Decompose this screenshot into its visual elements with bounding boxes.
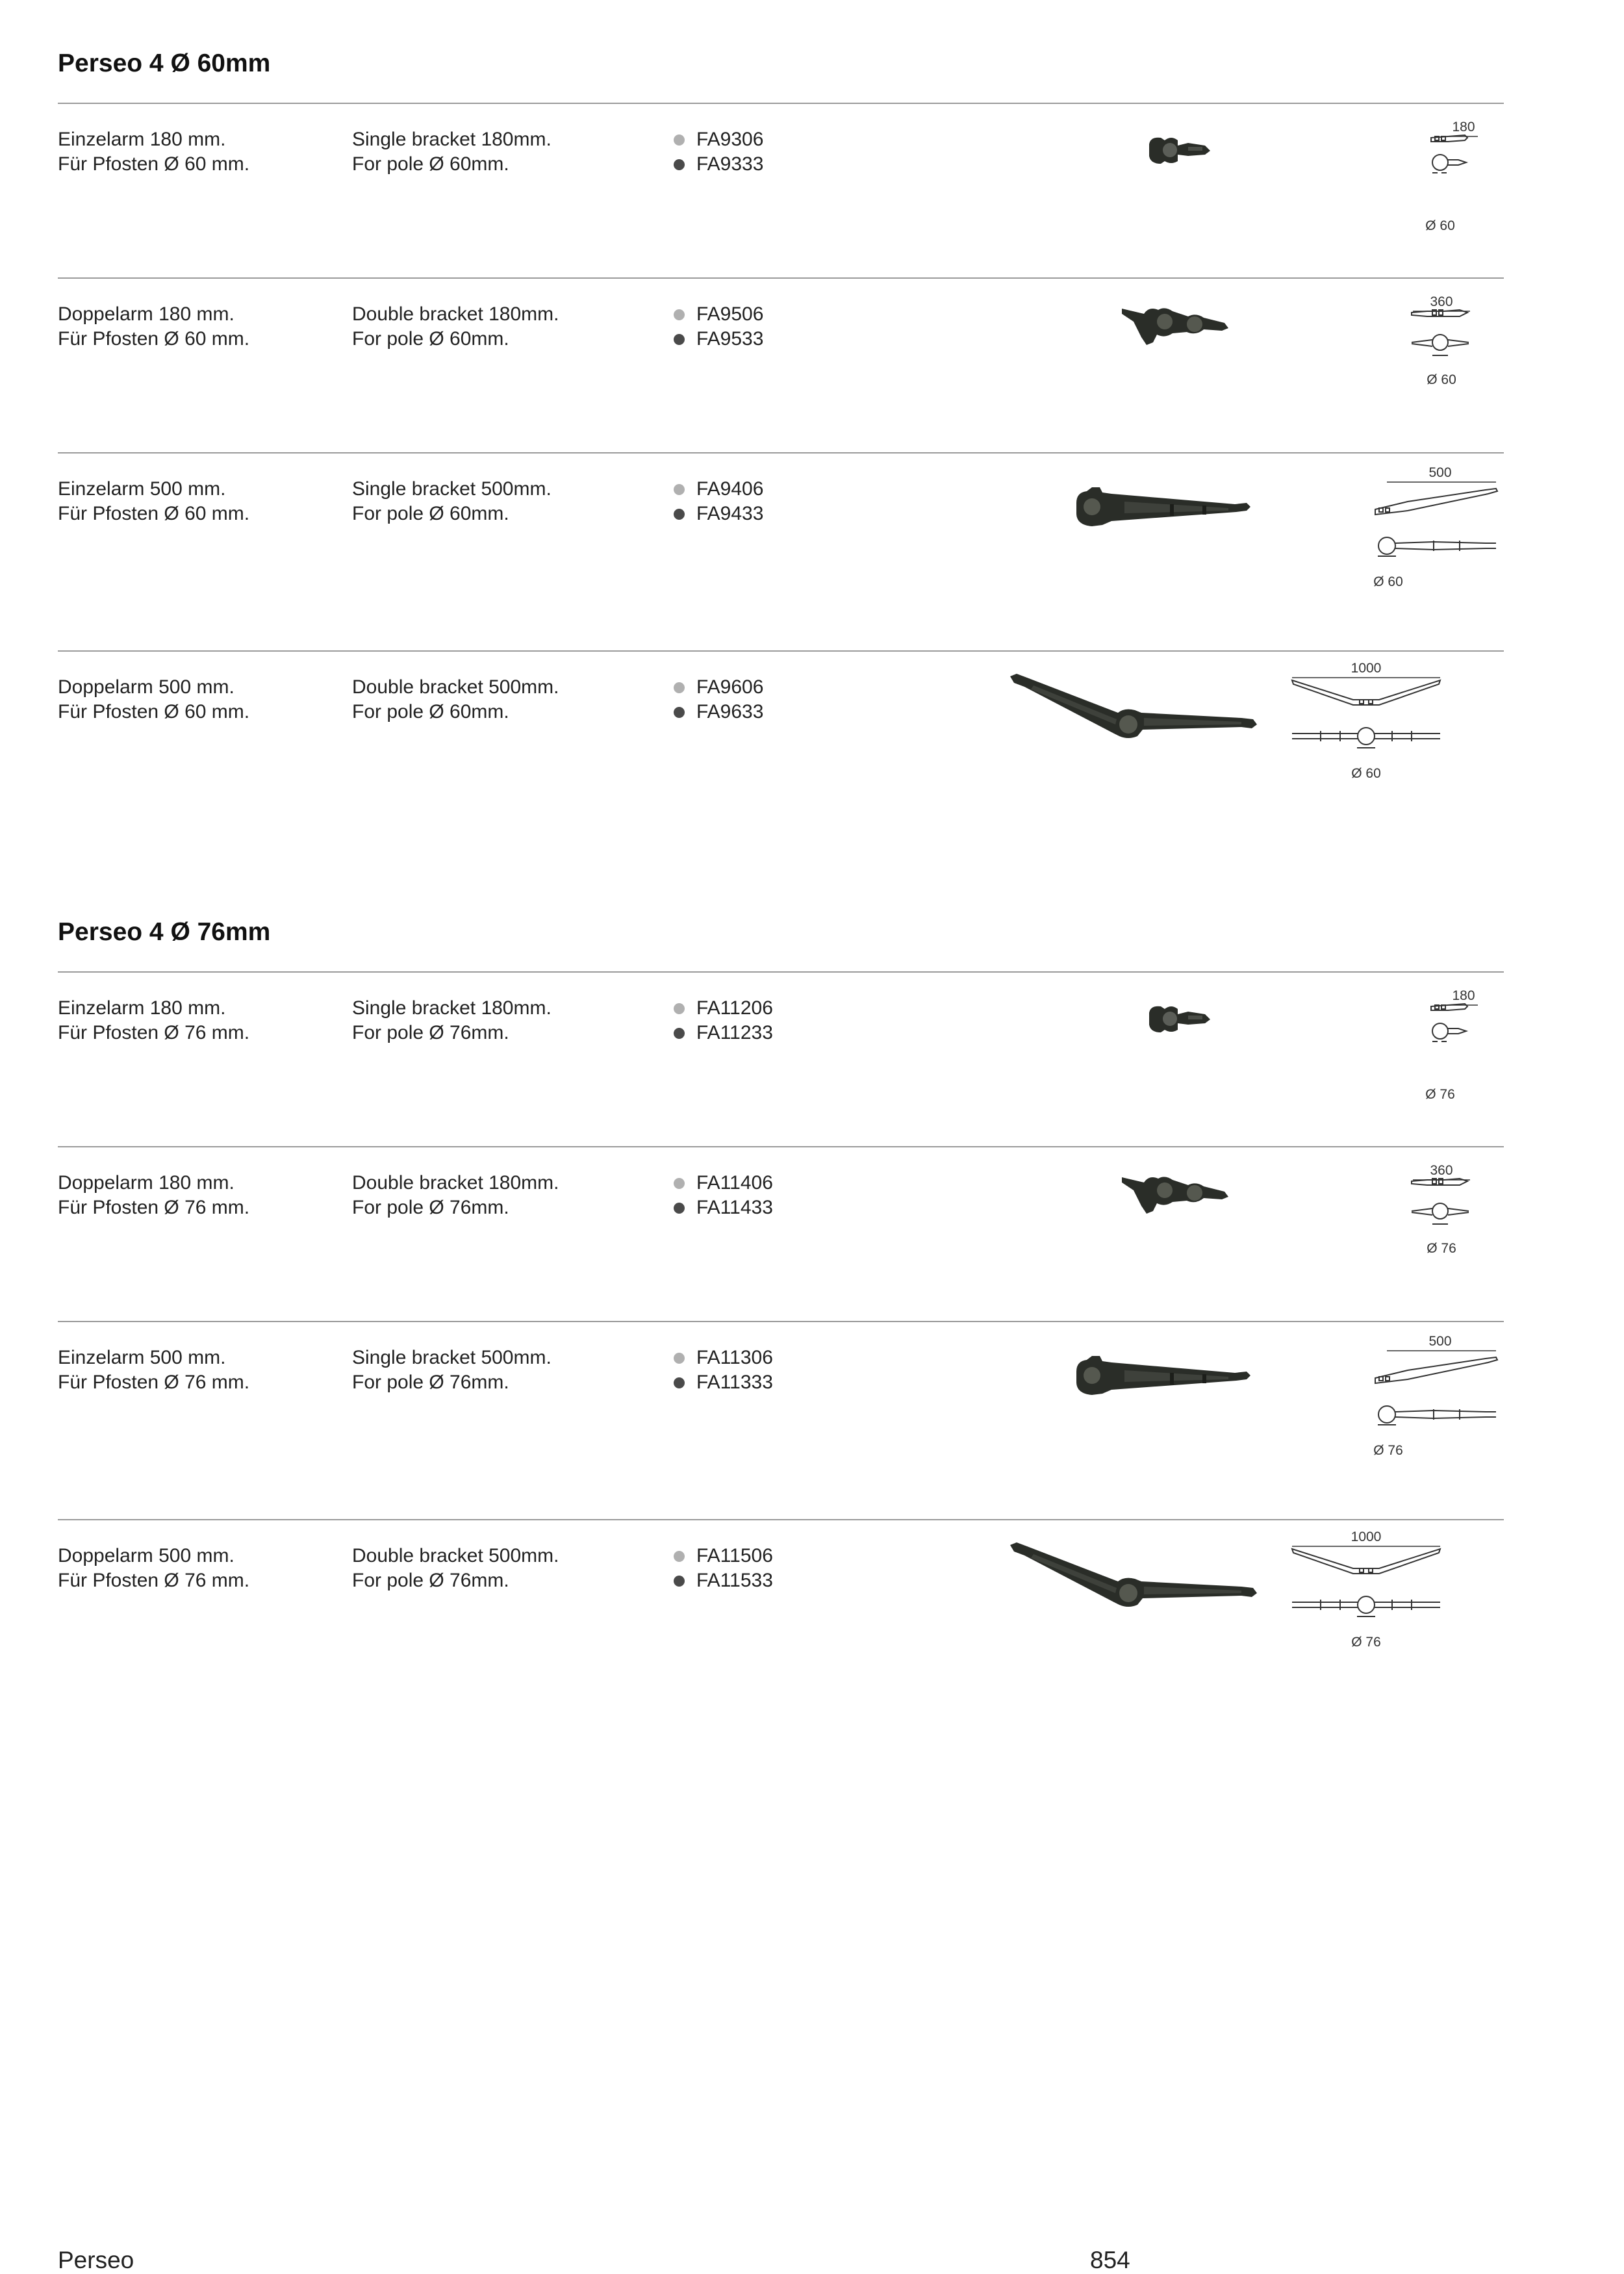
dark-finish-dot-icon bbox=[674, 707, 685, 718]
diameter-label: Ø 60 bbox=[1373, 574, 1403, 589]
diameter-label: Ø 60 bbox=[1351, 766, 1381, 781]
diameter-label: Ø 76 bbox=[1351, 1635, 1381, 1650]
product-photo bbox=[1072, 1355, 1254, 1398]
german-description: Doppelarm 500 mm. Für Pfosten Ø 60 mm. bbox=[58, 676, 250, 722]
technical-drawing bbox=[1369, 1333, 1505, 1482]
technical-drawing bbox=[1408, 1162, 1479, 1292]
product-photo bbox=[1118, 302, 1232, 349]
technical-drawing bbox=[1288, 1528, 1444, 1665]
english-description: Double bracket 180mm. For pole Ø 76mm. bbox=[352, 1172, 559, 1218]
divider bbox=[58, 103, 1504, 104]
dark-finish-dot-icon bbox=[674, 1028, 685, 1039]
technical-drawing bbox=[1369, 464, 1505, 613]
product-codes: FA9306 FA9333 bbox=[674, 127, 763, 177]
english-description: Double bracket 500mm. For pole Ø 60mm. bbox=[352, 676, 559, 722]
dimension-label: 180 bbox=[1452, 988, 1475, 1003]
german-description: Doppelarm 500 mm. Für Pfosten Ø 76 mm. bbox=[58, 1545, 250, 1591]
footer-product-name: Perseo bbox=[58, 2247, 134, 2273]
product-codes: FA9506 FA9533 bbox=[674, 302, 763, 351]
german-description: Doppelarm 180 mm. Für Pfosten Ø 76 mm. bbox=[58, 1172, 250, 1218]
technical-drawing bbox=[1421, 118, 1492, 235]
diameter-label: Ø 76 bbox=[1373, 1443, 1403, 1458]
product-photo bbox=[1118, 1171, 1232, 1218]
dimension-label: 360 bbox=[1430, 1163, 1453, 1178]
light-finish-dot-icon bbox=[674, 484, 685, 495]
english-description: Single bracket 500mm. For pole Ø 60mm. bbox=[352, 478, 552, 524]
technical-drawing bbox=[1288, 659, 1444, 796]
dark-finish-dot-icon bbox=[674, 1203, 685, 1214]
dimension-label: 500 bbox=[1428, 465, 1452, 480]
english-description: Double bracket 500mm. For pole Ø 76mm. bbox=[352, 1545, 559, 1591]
dark-finish-dot-icon bbox=[674, 159, 685, 170]
german-description: Einzelarm 500 mm. Für Pfosten Ø 60 mm. bbox=[58, 478, 250, 524]
product-photo bbox=[1072, 486, 1254, 529]
product-codes: FA9406 FA9433 bbox=[674, 477, 763, 526]
light-finish-dot-icon bbox=[674, 1178, 685, 1189]
dimension-label: 1000 bbox=[1351, 661, 1382, 676]
section-title: Perseo 4 Ø 76mm bbox=[58, 918, 271, 946]
product-codes: FA11206 FA11233 bbox=[674, 996, 773, 1045]
dimension-label: 180 bbox=[1452, 120, 1475, 134]
german-description: Doppelarm 180 mm. Für Pfosten Ø 60 mm. bbox=[58, 303, 250, 350]
divider bbox=[58, 452, 1504, 454]
product-photo bbox=[1143, 133, 1214, 169]
page-number: 854 bbox=[1090, 2247, 1130, 2273]
light-finish-dot-icon bbox=[674, 1003, 685, 1014]
light-finish-dot-icon bbox=[674, 1353, 685, 1364]
technical-drawing bbox=[1408, 293, 1479, 423]
product-codes: FA11506 FA11533 bbox=[674, 1544, 773, 1593]
german-description: Einzelarm 500 mm. Für Pfosten Ø 76 mm. bbox=[58, 1347, 250, 1393]
product-photo bbox=[1008, 672, 1261, 744]
english-description: Single bracket 180mm. For pole Ø 60mm. bbox=[352, 129, 552, 175]
dark-finish-dot-icon bbox=[674, 334, 685, 345]
dark-finish-dot-icon bbox=[674, 509, 685, 520]
divider bbox=[58, 277, 1504, 279]
light-finish-dot-icon bbox=[674, 134, 685, 146]
dark-finish-dot-icon bbox=[674, 1576, 685, 1587]
diameter-label: Ø 76 bbox=[1425, 1087, 1455, 1102]
dimension-label: 1000 bbox=[1351, 1529, 1382, 1544]
diameter-label: Ø 60 bbox=[1425, 218, 1455, 233]
product-codes: FA9606 FA9633 bbox=[674, 675, 763, 724]
german-description: Einzelarm 180 mm. Für Pfosten Ø 60 mm. bbox=[58, 129, 250, 175]
divider bbox=[58, 1519, 1504, 1520]
technical-drawing bbox=[1421, 987, 1492, 1104]
dark-finish-dot-icon bbox=[674, 1377, 685, 1388]
divider bbox=[58, 1321, 1504, 1322]
german-description: Einzelarm 180 mm. Für Pfosten Ø 76 mm. bbox=[58, 997, 250, 1043]
section-title: Perseo 4 Ø 60mm bbox=[58, 49, 271, 77]
diameter-label: Ø 76 bbox=[1427, 1241, 1456, 1256]
product-photo bbox=[1008, 1541, 1261, 1613]
dimension-label: 500 bbox=[1428, 1334, 1452, 1349]
diameter-label: Ø 60 bbox=[1427, 372, 1456, 387]
divider bbox=[58, 650, 1504, 652]
english-description: Single bracket 500mm. For pole Ø 76mm. bbox=[352, 1347, 552, 1393]
english-description: Double bracket 180mm. For pole Ø 60mm. bbox=[352, 303, 559, 350]
product-photo bbox=[1143, 1001, 1214, 1038]
light-finish-dot-icon bbox=[674, 309, 685, 320]
dimension-label: 360 bbox=[1430, 294, 1453, 309]
english-description: Single bracket 180mm. For pole Ø 76mm. bbox=[352, 997, 552, 1043]
product-codes: FA11406 FA11433 bbox=[674, 1171, 773, 1220]
product-codes: FA11306 FA11333 bbox=[674, 1346, 773, 1395]
divider bbox=[58, 971, 1504, 973]
light-finish-dot-icon bbox=[674, 1551, 685, 1562]
light-finish-dot-icon bbox=[674, 682, 685, 693]
divider bbox=[58, 1146, 1504, 1147]
